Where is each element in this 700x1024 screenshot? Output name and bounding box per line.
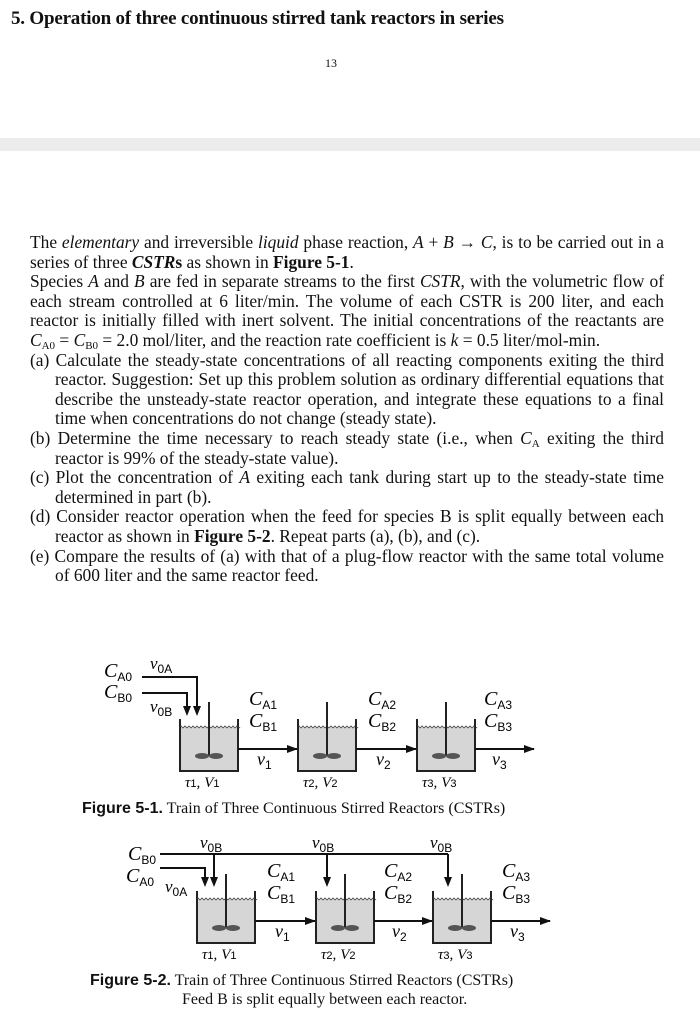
label-symbol: C <box>126 865 140 887</box>
impeller-icon <box>209 753 223 759</box>
arrowhead-icon <box>287 745 298 753</box>
diagram-label <box>104 681 132 705</box>
label-subscript: A2 <box>397 870 413 884</box>
label-part: 1 <box>207 950 214 962</box>
label-subscript: B1 <box>280 892 296 906</box>
label-part: , <box>314 775 319 791</box>
label-subscript: 0B <box>319 841 335 855</box>
text-run: . <box>349 251 354 272</box>
label-part: , <box>433 775 438 791</box>
arrowhead-icon <box>210 877 218 887</box>
text-run: CSTR <box>131 251 176 272</box>
label-symbol: C <box>502 860 516 882</box>
label-part: V <box>340 947 350 963</box>
label-subscript: A2 <box>381 698 397 712</box>
text-run: s <box>175 251 183 272</box>
caption-text: Train of Three Continuous Stirred Reactors (CSTRs) <box>170 972 514 989</box>
label-subscript: 0B <box>437 841 453 855</box>
diagram-label <box>384 882 412 906</box>
text-run: B <box>443 232 454 252</box>
label-part: , <box>332 947 337 963</box>
arrowhead-icon <box>422 917 433 925</box>
label-part: τ <box>185 775 191 791</box>
text-run: C <box>73 329 86 350</box>
impeller-icon <box>345 925 359 931</box>
arrowhead-icon <box>323 877 331 887</box>
text-run: . Repeat parts (a), (b), and (c). <box>270 525 481 546</box>
figure-label: Figure 5-2. <box>90 972 171 989</box>
text-run: B <box>134 271 145 292</box>
diagram-label <box>267 860 295 884</box>
diagram-label <box>484 710 512 734</box>
text-run: exiting the third reactor is 99% of the steady-state value). <box>55 427 665 468</box>
label-symbol: C <box>249 688 263 710</box>
label-part: τ <box>303 775 309 791</box>
label-part: 2 <box>349 950 356 962</box>
label-part: V <box>457 947 467 963</box>
text-run: + <box>423 232 444 252</box>
label-symbol: v <box>275 921 283 941</box>
label-part: 1 <box>213 778 220 790</box>
label-part: 1 <box>190 778 197 790</box>
label-part: , <box>196 775 201 791</box>
text-run: → <box>453 232 481 252</box>
impeller-icon <box>462 925 476 931</box>
page-number: 13 <box>325 56 337 70</box>
arrowhead-icon <box>183 706 191 716</box>
label-subscript: B0 <box>117 691 133 705</box>
impeller-icon <box>448 925 462 931</box>
figure-5-1-caption <box>82 800 505 818</box>
text-run: CSTR <box>419 271 461 292</box>
label-subscript: 2 <box>400 930 407 944</box>
diagram-label <box>492 749 507 772</box>
label-subscript: 1 <box>283 930 290 944</box>
label-symbol: C <box>484 688 498 710</box>
diagram-label <box>510 921 525 944</box>
label-subscript: B3 <box>497 720 513 734</box>
label-symbol: v <box>392 921 400 941</box>
diagram-label <box>150 654 172 676</box>
label-subscript: 3 <box>500 758 507 772</box>
diagram-label <box>368 688 396 712</box>
tank-residence-volume-label <box>422 775 457 791</box>
label-symbol: v <box>510 921 518 941</box>
diagram-label <box>275 921 290 944</box>
diagram-label <box>267 882 295 906</box>
diagram-label <box>128 843 156 867</box>
label-symbol: C <box>128 843 142 865</box>
text-run: , is to be carried out in a series of three <box>30 232 664 272</box>
tank-residence-volume-label <box>303 775 338 791</box>
arrowhead-icon <box>193 706 201 716</box>
impeller-icon <box>313 753 327 759</box>
impeller-icon <box>331 925 345 931</box>
label-symbol: C <box>249 710 263 732</box>
label-subscript: A0 <box>139 875 155 889</box>
text-run: (c) Plot the concentration of <box>30 467 240 488</box>
text-run: A <box>413 232 424 252</box>
text-run: (e) Compare the results of (a) with that of a plug-flow reactor with the same total volume of 600 liter and the same reactor feed. <box>30 545 664 586</box>
text-run: = 0.5 liter/mol-min. <box>458 329 601 350</box>
arrowhead-icon <box>201 877 209 887</box>
text-run: Species <box>30 271 89 292</box>
text-run: C <box>480 232 493 252</box>
text-run: liquid <box>257 232 299 252</box>
label-part: 3 <box>427 778 434 790</box>
label-symbol: C <box>484 710 498 732</box>
label-part: , <box>213 947 218 963</box>
text-run: elementary <box>61 232 140 252</box>
text-run: B0 <box>85 339 99 352</box>
impeller-icon <box>195 753 209 759</box>
diagram-label <box>430 833 452 855</box>
label-symbol: C <box>267 882 281 904</box>
label-subscript: B2 <box>397 892 413 906</box>
impeller-icon <box>327 753 341 759</box>
label-part: , <box>449 947 454 963</box>
label-subscript: 0B <box>207 841 223 855</box>
text-run: Figure 5-1 <box>273 251 350 272</box>
diagram-label <box>368 710 396 734</box>
diagram-label <box>249 688 277 712</box>
label-symbol: C <box>384 860 398 882</box>
text-run: = 2.0 mol/liter, and the reaction rate coefficient is <box>98 329 451 350</box>
text-run: (b) Determine the time necessary to reach steady state (i.e., when <box>30 427 521 448</box>
arrowhead-icon <box>305 917 316 925</box>
label-symbol: v <box>430 833 438 852</box>
text-run: and <box>98 271 135 292</box>
label-part: 2 <box>308 778 315 790</box>
label-part: 3 <box>450 778 457 790</box>
text-run: A <box>531 437 540 450</box>
label-part: V <box>441 775 451 791</box>
text-run: C <box>520 427 532 448</box>
impeller-icon <box>432 753 446 759</box>
label-part: τ <box>422 775 428 791</box>
tank-residence-volume-label <box>202 947 237 963</box>
label-symbol: C <box>384 882 398 904</box>
label-symbol: v <box>257 749 265 769</box>
label-symbol: C <box>502 882 516 904</box>
label-symbol: v <box>376 749 384 769</box>
figure-5-2-caption-line2: Feed B is split equally between each reactor. <box>182 991 468 1008</box>
impeller-icon <box>226 925 240 931</box>
diagram-label <box>312 833 334 855</box>
text-run: A0 <box>41 339 56 352</box>
figure-label: Figure 5-1. <box>82 800 163 817</box>
diagram-label <box>502 860 530 884</box>
text-run: exiting each tank during start up to the steady-state time determined in part (b). <box>55 467 664 507</box>
label-subscript: A0 <box>117 670 133 684</box>
text-run: and irreversible <box>139 232 258 252</box>
caption-text: Train of Three Continuous Stirred Reactors (CSTRs) <box>162 800 506 817</box>
label-part: 1 <box>230 950 237 962</box>
label-part: 2 <box>326 950 333 962</box>
label-subscript: A3 <box>497 698 513 712</box>
label-symbol: C <box>104 681 118 703</box>
label-subscript: B2 <box>381 720 397 734</box>
label-subscript: A1 <box>280 870 296 884</box>
text-run: Figure 5-2 <box>194 525 271 546</box>
arrowhead-icon <box>406 745 417 753</box>
label-symbol: C <box>104 660 118 682</box>
label-part: V <box>322 775 332 791</box>
label-subscript: 0A <box>172 885 188 899</box>
diagram-label <box>257 749 272 772</box>
label-part: 2 <box>331 778 338 790</box>
label-symbol: v <box>312 833 320 852</box>
label-subscript: 0B <box>157 705 173 719</box>
label-subscript: 3 <box>518 930 525 944</box>
label-symbol: v <box>150 697 158 716</box>
text-run: The <box>30 232 62 252</box>
label-subscript: 1 <box>265 758 272 772</box>
label-subscript: 0A <box>157 662 173 676</box>
label-part: 3 <box>466 950 473 962</box>
diagram-label <box>384 860 412 884</box>
label-symbol: C <box>267 860 281 882</box>
label-symbol: v <box>492 749 500 769</box>
impeller-icon <box>212 925 226 931</box>
text-run: A <box>88 271 99 292</box>
diagram-label <box>200 833 222 855</box>
text-run: (d) Consider reactor operation when the feed for species B is split equally between each reactor as shown in <box>30 506 664 546</box>
label-part: 3 <box>443 950 450 962</box>
tank-residence-volume-label <box>438 947 473 963</box>
arrowhead-icon <box>524 745 535 753</box>
label-subscript: 2 <box>384 758 391 772</box>
text-run: (a) Calculate the steady-state concentrations of all reacting components exiting the third reactor. Suggestion: Set up this problem solution as ordinary differential equations that describe the unsteady-state reactor operation, and integrate these equations to a final time when concentrations do not change (steady state). <box>30 349 664 429</box>
label-subscript: B1 <box>262 720 278 734</box>
section-title: 5. Operation of three continuous stirred tank reactors in series <box>11 8 504 29</box>
diagram-label <box>502 882 530 906</box>
text-run: k <box>450 329 459 350</box>
diagram-label <box>392 921 407 944</box>
label-symbol: C <box>368 710 382 732</box>
impeller-icon <box>446 753 460 759</box>
diagram-label <box>126 865 154 889</box>
diagram-label <box>165 877 187 899</box>
diagram-label <box>376 749 391 772</box>
label-part: V <box>204 775 214 791</box>
label-subscript: A3 <box>515 870 531 884</box>
label-part: τ <box>438 947 444 963</box>
label-symbol: v <box>165 877 173 896</box>
text-run: are fed in separate streams to the first <box>144 271 420 292</box>
text-run: C <box>30 329 42 350</box>
label-part: τ <box>321 947 327 963</box>
diagram-label <box>150 697 172 719</box>
diagram-label <box>249 710 277 734</box>
figure-5-2-caption <box>90 972 513 990</box>
label-subscript: B0 <box>141 853 157 867</box>
text-run: phase reaction, <box>298 232 414 252</box>
arrowhead-icon <box>540 917 551 925</box>
tank-residence-volume-label <box>321 947 356 963</box>
label-subscript: A1 <box>262 698 278 712</box>
text-run: , with the volumetric flow of each stream controlled at 6 liter/min. The volume of each CSTR is 200 liter, and each reactor is initially filled with inert solvent. The initial concentrations of the reactants are <box>30 271 664 331</box>
label-subscript: B3 <box>515 892 531 906</box>
label-part: V <box>221 947 231 963</box>
label-part: τ <box>202 947 208 963</box>
label-symbol: C <box>368 688 382 710</box>
arrowhead-icon <box>444 877 452 887</box>
label-symbol: v <box>150 654 158 673</box>
text-run: A <box>239 467 251 488</box>
label-symbol: v <box>200 833 208 852</box>
text-run: as shown in <box>182 251 273 272</box>
diagram-label <box>484 688 512 712</box>
text-run: = <box>55 329 74 350</box>
tank-residence-volume-label <box>185 775 220 791</box>
